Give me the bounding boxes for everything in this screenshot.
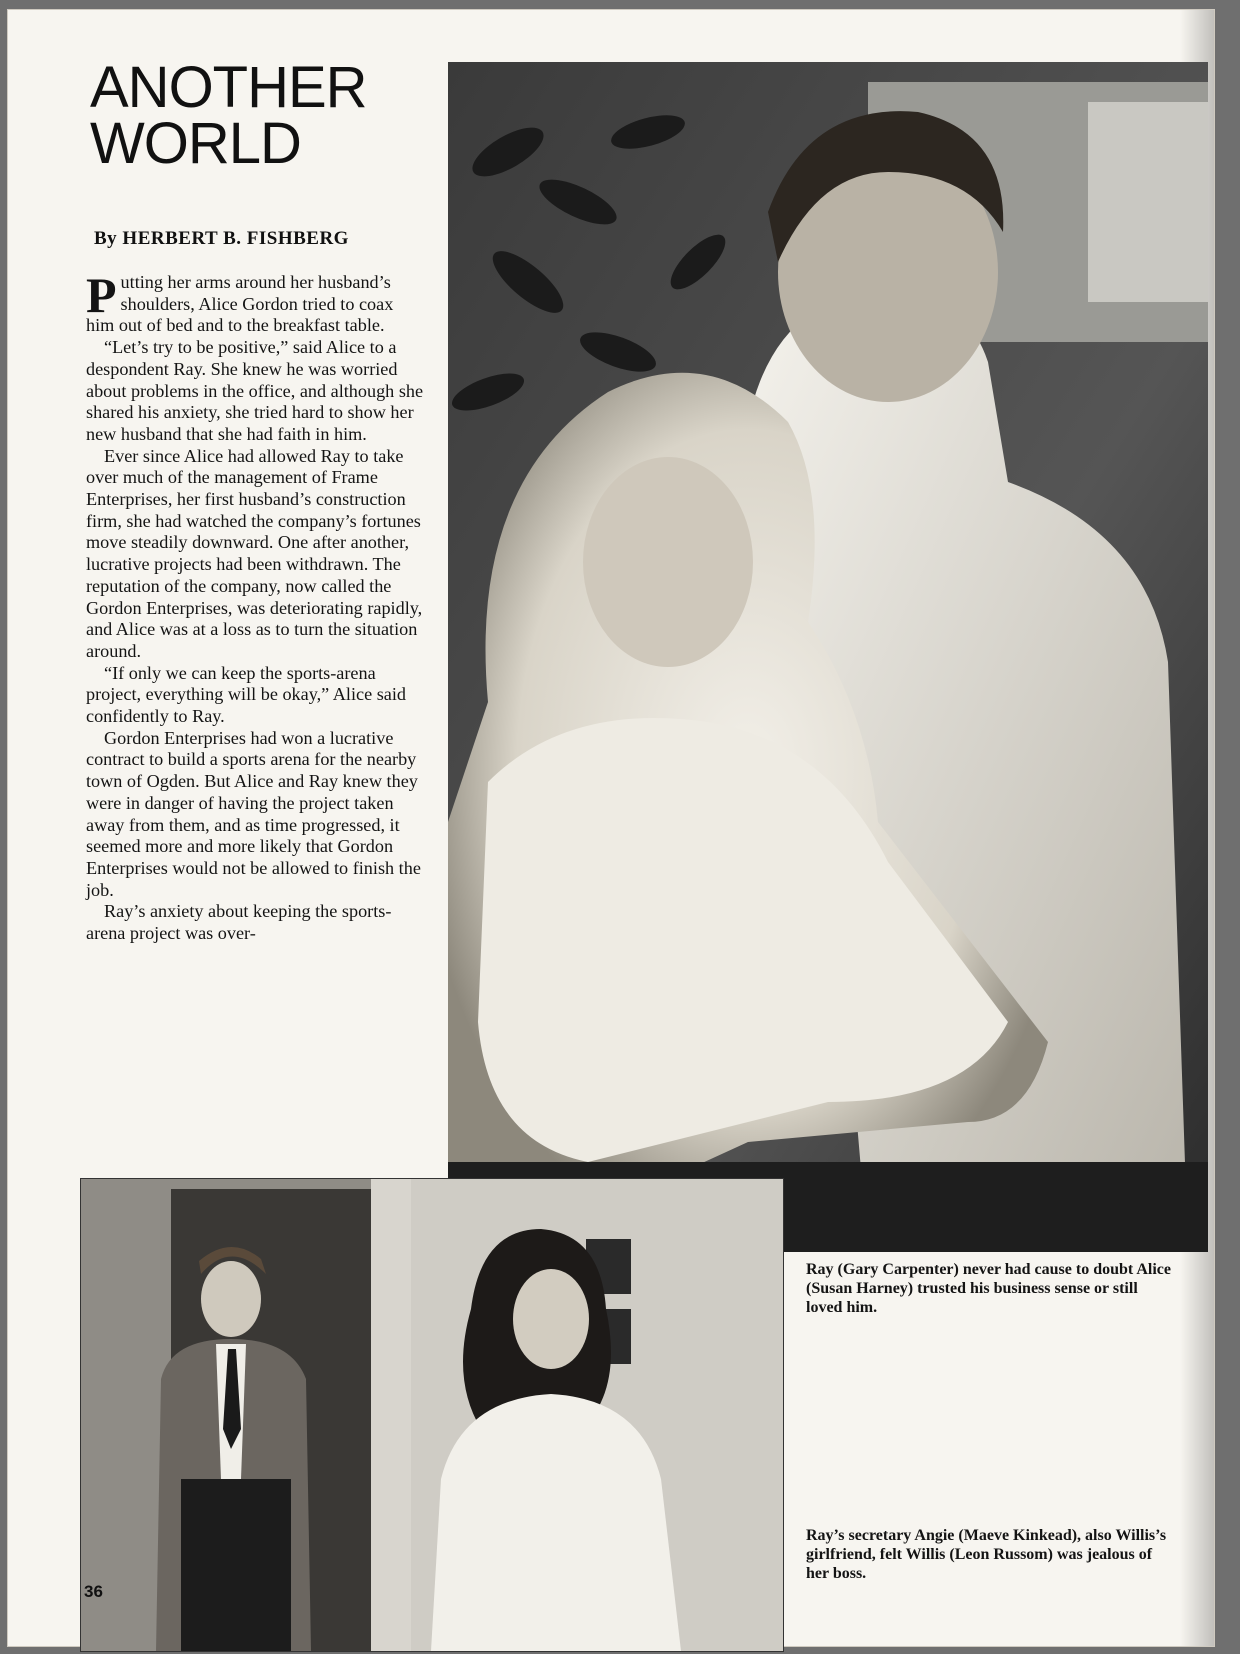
paragraph-5: Gordon Enterprises had won a lucrative contract to build a sports arena for the nearby town of Ogden. But Alice and Ray knew they were in danger of having the project taken away from them, and as time progressed, it seemed more and more likely that Gordon Enterprises would not be allowed to finish the job.: [86, 727, 421, 900]
paragraph-2: “Let’s try to be positive,” said Alice to a despondent Ray. She knew he was worried about problems in the office, and although she shared his anxiety, she tried hard to show her new husband that she had faith in him.: [86, 337, 424, 444]
paragraph-1: [86, 267, 426, 337]
magazine-page: [8, 10, 1214, 1646]
main-photo-illustration: [448, 62, 1208, 1252]
drop-cap: P: [86, 267, 117, 323]
paragraph-6: Ray’s anxiety about keeping the sports-arena project was over-: [86, 901, 392, 944]
paragraph-4: “If only we can keep the sports-arena project, everything will be okay,” Alice said confidently to Ray.: [86, 662, 407, 727]
main-photo: [448, 62, 1208, 1252]
main-photo-caption: Ray (Gary Carpenter) never had cause to doubt Alice (Susan Harney) trusted his business sense or still loved him.: [806, 1261, 1171, 1316]
title-line-1: ANOTHER: [90, 55, 367, 120]
paragraph-1-text: utting her arms around her husband’s shoulders, Alice Gordon tried to coax him out of bed and to the breakfast table.: [86, 272, 394, 336]
page-number: 36: [84, 1582, 103, 1601]
bottom-photo-caption: Ray’s secretary Angie (Maeve Kinkead), also Willis’s girlfriend, felt Willis (Leon Russom) was jealous of her boss.: [806, 1527, 1167, 1582]
article-body: [86, 267, 426, 945]
article-title: [90, 55, 390, 176]
paragraph-3: Ever since Alice had allowed Ray to take over much of the management of Frame Enterprises, her first husband’s construction firm, she had watched the company’s fortunes move steadily downward. One after another, lucrative projects had been withdrawn. The reputation of the company, now called the Gordon Enterprises, was deteriorating rapidly, and Alice was at a loss as to turn the situation around.: [86, 445, 423, 661]
bottom-photo: [80, 1178, 784, 1652]
bottom-photo-illustration: [81, 1179, 783, 1651]
title-line-2: WORLD: [90, 111, 301, 176]
byline: By HERBERT B. FISHBERG: [94, 228, 349, 249]
